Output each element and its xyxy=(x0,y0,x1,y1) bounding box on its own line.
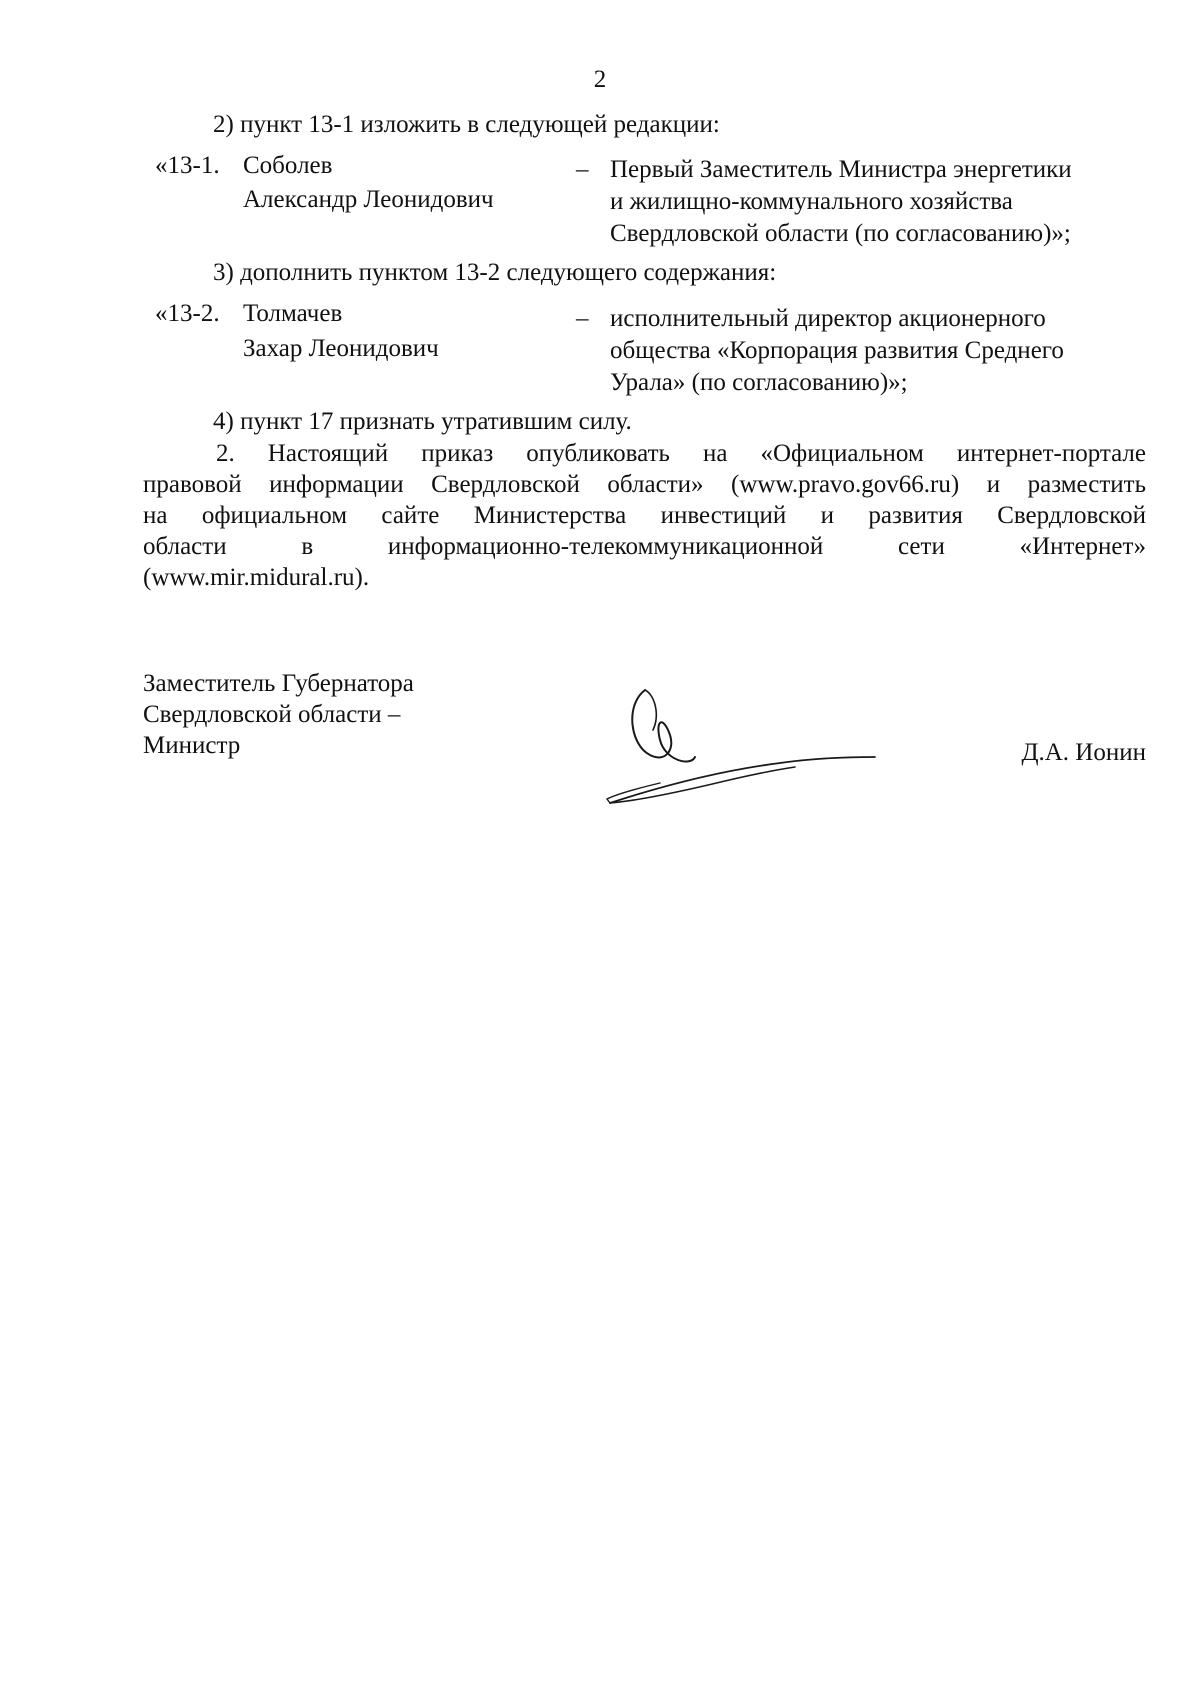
item2-name-line1: Соболев xyxy=(243,152,333,179)
item3-desc-line3: Урала» (по согласованию)»; xyxy=(610,369,908,396)
item2-desc-line1: Первый Заместитель Министра энергетики xyxy=(610,156,1072,183)
paragraph-2-line2-text: правовой информации Свердловской области» (www.pravo.gov66.ru) и разместить xyxy=(143,471,1146,498)
signatory-title-line2: Свердловской области – xyxy=(143,701,401,728)
item2-dash: – xyxy=(576,156,589,183)
paragraph-2-line2 xyxy=(143,469,1146,500)
paragraph-2-line4-word: сети xyxy=(898,533,945,560)
paragraph-2-line4-word: информационно-телекоммуникационной xyxy=(387,533,824,560)
item2-entry-number: «13-1. xyxy=(155,152,220,179)
paragraph-2-line4-word: в xyxy=(301,533,314,560)
paragraph-2-line3 xyxy=(143,500,1146,531)
item2-desc-line3: Свердловской области (по согласованию)»; xyxy=(610,220,1071,247)
paragraph-2-line4-word: области xyxy=(143,533,227,560)
item3-desc-line1: исполнительный директор акционерного xyxy=(610,305,1046,332)
item2-name-line2: Александр Леонидович xyxy=(243,186,494,213)
paragraph-2-line3-text: на официальном сайте Министерства инвестиций и развития Свердловской xyxy=(143,502,1146,529)
paragraph-2 xyxy=(143,438,1146,593)
paragraph-2-line5-text: (www.mir.midural.ru). xyxy=(143,564,370,591)
item3-intro: 3) дополнить пунктом 13-2 следующего содержания: xyxy=(213,259,777,286)
handwritten-signature xyxy=(605,685,885,815)
item3-entry-number: «13-2. xyxy=(155,300,220,327)
paragraph-2-line1 xyxy=(143,438,1146,469)
paragraph-2-line4 xyxy=(143,531,1146,562)
paragraph-2-line1-text: 2. Настоящий приказ опубликовать на «Официальном интернет-портале xyxy=(216,440,1146,467)
page-number: 2 xyxy=(593,66,607,93)
item3-dash: – xyxy=(576,305,589,332)
signatory-title-line3: Министр xyxy=(143,732,241,759)
item3-desc-line2: общества «Корпорация развития Среднего xyxy=(610,337,1064,364)
signatory-name: Д.А. Ионин xyxy=(1021,739,1146,766)
signatory-title xyxy=(143,668,414,761)
signatory-title-line1: Заместитель Губернатора xyxy=(143,670,414,697)
item2-desc-line2: и жилищно-коммунального хозяйства xyxy=(610,188,1013,215)
item2-intro: 2) пункт 13-1 изложить в следующей редакции: xyxy=(213,111,720,138)
paragraph-2-line4-word: «Интернет» xyxy=(1019,533,1146,560)
item3-name-line1: Толмачев xyxy=(243,300,343,327)
item4-text: 4) пункт 17 признать утратившим силу. xyxy=(213,408,632,435)
paragraph-2-line5 xyxy=(143,562,1146,593)
item3-name-line2: Захар Леонидович xyxy=(243,335,439,362)
